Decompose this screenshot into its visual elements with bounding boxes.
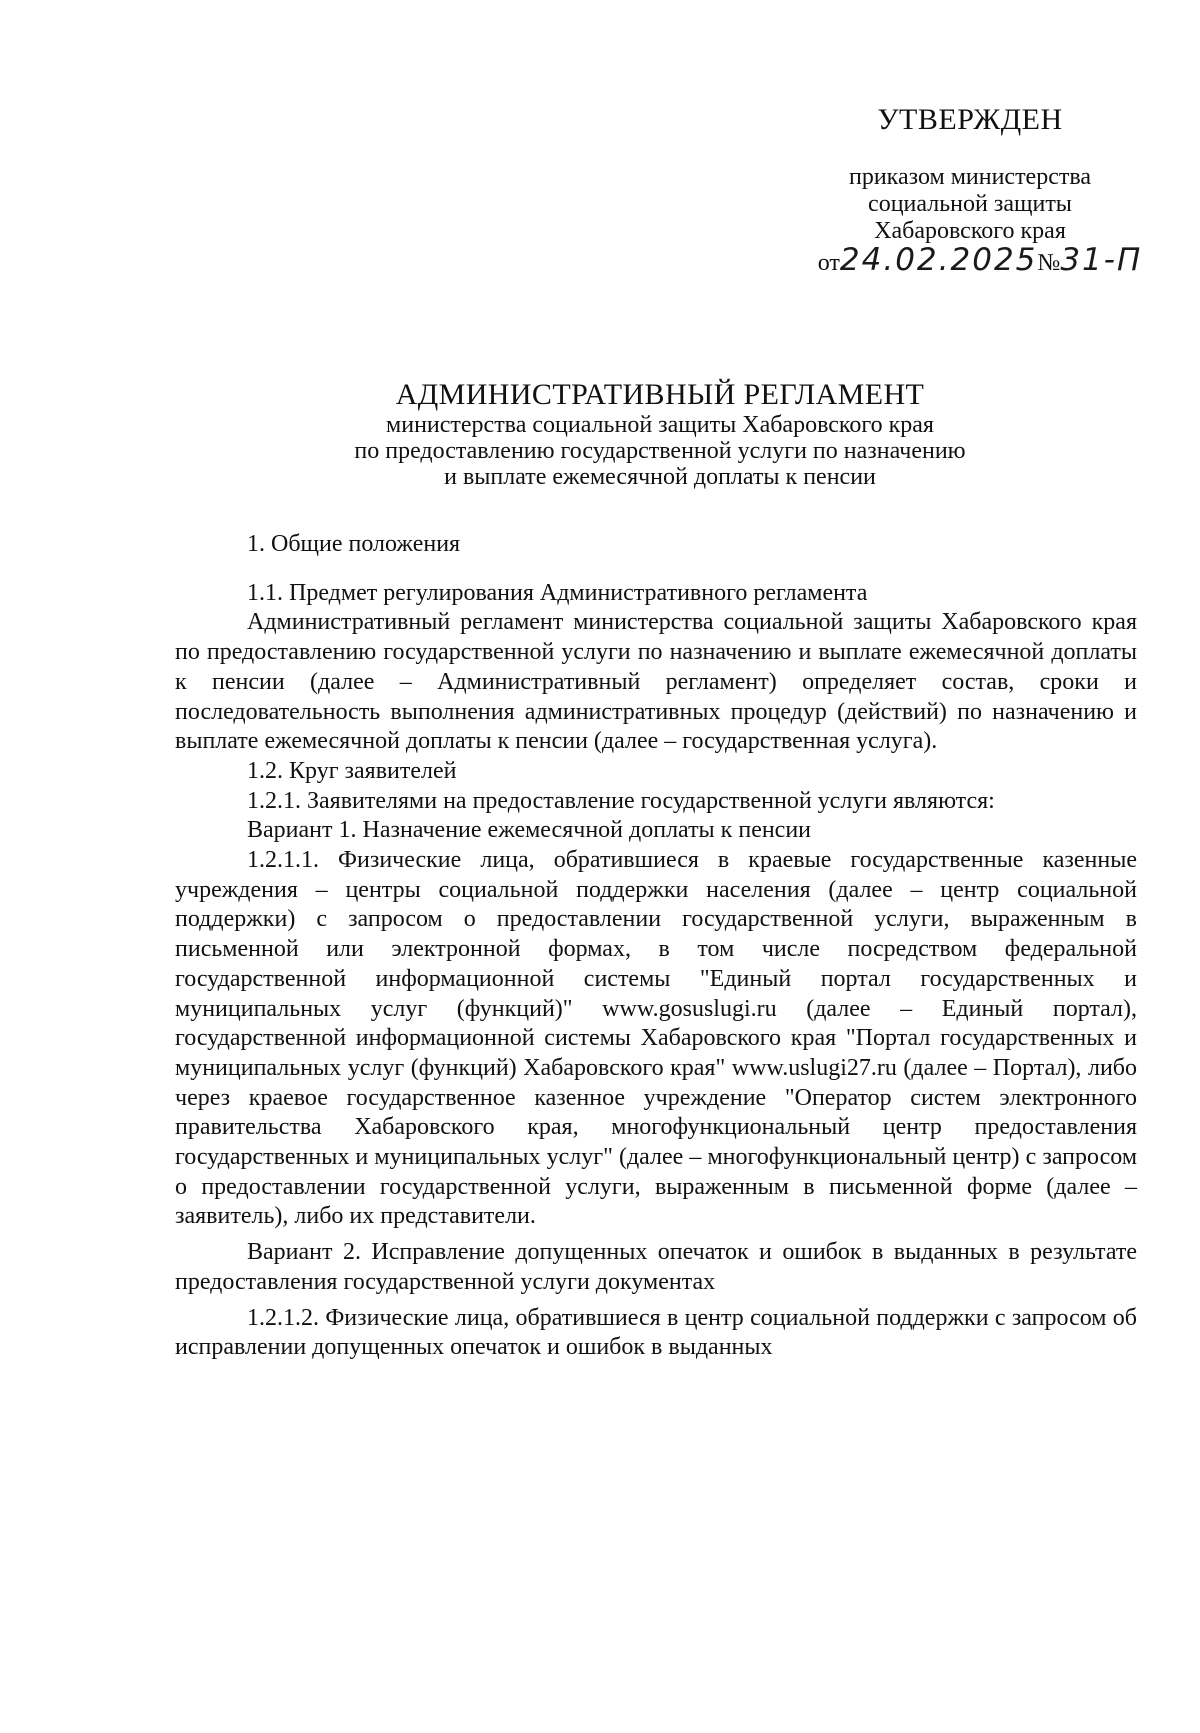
document-subtitle-1: министерства социальной защиты Хабаровского края bbox=[386, 412, 934, 438]
handwritten-date: 24.02.2025 bbox=[839, 242, 1038, 278]
document-body bbox=[175, 530, 1137, 1363]
document-subtitle-3: и выплате ежемесячной доплаты к пенсии bbox=[444, 464, 876, 490]
document-title: АДМИНИСТРАТИВНЫЙ РЕГЛАМЕНТ bbox=[395, 378, 925, 411]
variant-heading: Вариант 2. Исправление допущенных опечаток и ошибок в выданных в результате предоставления государственной услуги документах bbox=[175, 1239, 1137, 1295]
date-prefix: от bbox=[817, 250, 840, 276]
paragraph: 1.2.1.2. Физические лица, обратившиеся в центр социальной поддержки с запросом об исправлении допущенных опечаток и ошибок в выданных bbox=[175, 1304, 1137, 1361]
approval-stamp: УТВЕРЖДЕН bbox=[877, 103, 1063, 136]
document-title-block bbox=[170, 378, 1150, 490]
approval-line-3: Хабаровского края bbox=[874, 218, 1066, 244]
number-sign: № bbox=[1037, 250, 1061, 276]
handwritten-number: 31-П bbox=[1060, 242, 1143, 278]
paragraph: 1.2.1.1. Физические лица, обратившиеся в краевые государственные казенные учреждения – центры социальной поддержки населения (далее – центр социальной поддержки) с запросом о предоставлении государственной услуги, выраженным в письменной или электронной формах, в том числе посредством федеральной государственной информационной системы "Единый портал государственных и муниципальных услуг (функций)" www.gosuslugi.ru (далее – Единый портал), государственной информационной системы Хабаровского края "Портал государственных и муниципальных услуг (функций) Хабаровского края" www.uslugi27.ru (далее – Портал), либо через краевое государственное казенное учреждение "Оператор систем электронного правительства Хабаровского края, многофункциональный центр предоставления государственных и муниципальных услуг" (далее – многофункциональный центр) с запросом о предоставлении государственной услуги, выраженным в письменной форме (далее – заявитель), либо их представители. bbox=[175, 847, 1137, 1230]
approval-date-line bbox=[790, 242, 1170, 278]
paragraph: Административный регламент министерства социальной защиты Хабаровского края по предоставлению государственной услуги по назначению и выплате ежемесячной доплаты к пенсии (далее – Административный регламент) определяет состав, сроки и последовательность выполнения административных процедур (действий) по назначению и выплате ежемесячной доплаты к пенсии (далее – государственная услуга). bbox=[175, 609, 1137, 755]
subsection-heading: 1.1. Предмет регулирования Административного регламента bbox=[247, 579, 868, 606]
paragraph: 1.2.1. Заявителями на предоставление государственной услуги являются: bbox=[247, 787, 995, 814]
subsection-heading: 1.2. Круг заявителей bbox=[247, 757, 457, 784]
variant-heading: Вариант 1. Назначение ежемесячной доплаты к пенсии bbox=[247, 817, 812, 844]
approval-stamp-block bbox=[780, 100, 1160, 278]
approval-line-2: социальной защиты bbox=[868, 191, 1072, 217]
document-subtitle-2: по предоставлению государственной услуги по назначению bbox=[354, 438, 966, 464]
approval-line-1: приказом министерства bbox=[848, 164, 1092, 190]
section-heading: 1. Общие положения bbox=[247, 531, 461, 557]
